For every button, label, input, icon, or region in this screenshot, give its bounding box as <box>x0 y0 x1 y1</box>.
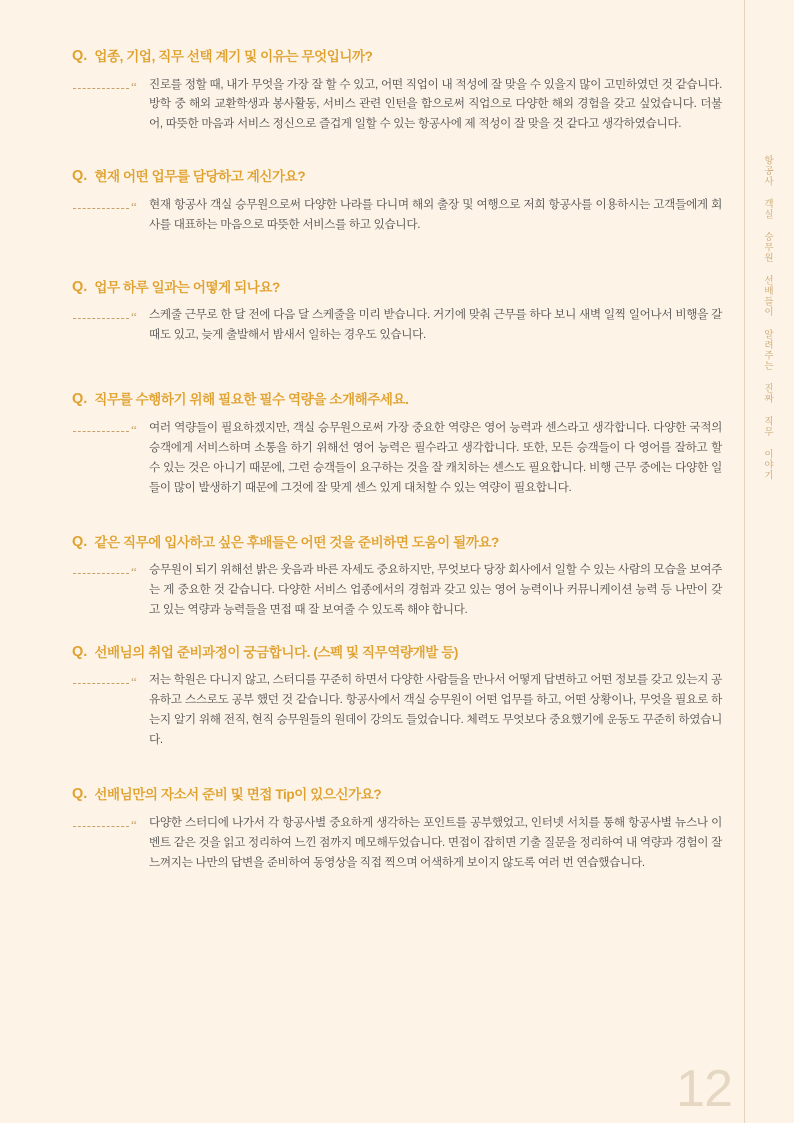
question-row <box>72 534 722 552</box>
right-divider-rule <box>744 0 745 1123</box>
question-row <box>72 391 722 409</box>
question-text: 직무를 수행하기 위해 필요한 필수 역량을 소개해주세요. <box>94 392 409 408</box>
quote-mark-icon: “ <box>131 421 137 437</box>
answer-text: 스케줄 근무로 한 달 전에 다음 달 스케줄을 미리 받습니다. 거기에 맞춰 근무를 하다 보니 새벽 일찍 일어나서 비행을 갈 때도 있고, 늦게 출발해서 밤새서 일하는 경우도 있습니다. <box>149 308 722 342</box>
qa-item <box>72 534 722 620</box>
answer-lead-ornament <box>73 816 149 834</box>
question-text: 같은 직무에 입사하고 싶은 후배들은 어떤 것을 준비하면 도움이 될까요? <box>94 534 499 550</box>
answer-lead-ornament <box>73 198 149 216</box>
answer-text: 진로를 정할 때, 내가 무엇을 가장 잘 할 수 있고, 어떤 직업이 내 적성에 잘 맞을 수 있을지 많이 고민하였던 것 같습니다. 방학 중 해외 교환학생과 봉사활동, 서비스 관련 인턴을 함으로써 직업으로 다양한 해외 경험을 갖고 싶었습니다. 더불어, 따뜻한 마음과 서비스 정신으로 즐겁게 일할 수 있는 항공사에 제 적성이 잘 맞을 것 같다고 생각하였습니다. <box>149 77 722 131</box>
answer-text: 현재 항공사 객실 승무원으로써 다양한 나라를 다니며 해외 출장 및 여행으로 저희 항공사를 이용하시는 고객들에게 회사를 대표하는 마음으로 따뜻한 서비스를 하고 있습니다. <box>149 197 722 231</box>
question-text: 업무 하루 일과는 어떻게 되나요? <box>94 279 280 295</box>
quote-mark-icon: “ <box>131 564 137 580</box>
answer-row <box>72 195 722 235</box>
qa-item <box>72 168 722 234</box>
dash-line-icon <box>73 431 129 432</box>
question-row <box>72 48 722 66</box>
quote-mark-icon: “ <box>131 309 137 325</box>
answer-row <box>72 305 722 345</box>
answer-row <box>72 560 722 620</box>
question-row <box>72 279 722 297</box>
question-text: 선배님만의 자소서 준비 및 면접 Tip이 있으신가요? <box>94 787 382 803</box>
answer-lead-ornament <box>73 78 149 96</box>
question-marker: Q. <box>72 168 88 185</box>
qa-list <box>72 48 722 899</box>
qa-item <box>72 644 722 750</box>
question-text: 선배님의 취업 준비과정이 궁금합니다. (스펙 및 직무역량개발 등) <box>94 644 458 660</box>
question-marker: Q. <box>72 643 88 660</box>
question-marker: Q. <box>72 786 88 803</box>
answer-text: 다양한 스터디에 나가서 각 항공사별 중요하게 생각하는 포인트를 공부했었고, 인터넷 서치를 통해 항공사별 뉴스나 이벤트 같은 것을 읽고 정리하여 느낀 점까지 메모해두었습니다. 면접이 잡히면 기출 질문을 정리하여 내 역량과 경험이 잘 느껴지는 나만의 답변을 준비하여 동영상을 직접 찍으며 어색하게 보이지 않도록 여러 번 연습했습니다. <box>149 815 722 869</box>
answer-lead-ornament <box>73 674 149 691</box>
question-row <box>72 786 722 804</box>
question-row <box>72 644 722 662</box>
question-text: 업종, 기업, 직무 선택 계기 및 이유는 무엇입니까? <box>94 49 373 64</box>
qa-item <box>72 48 722 134</box>
qa-item <box>72 786 722 872</box>
answer-text: 승무원이 되기 위해선 밝은 웃음과 바른 자세도 중요하지만, 무엇보다 당장 회사에서 일할 수 있는 사람의 모습을 보여주는 게 중요한 것 같습니다. 다양한 서비스 업종에서의 경험과 갖고 있는 영어 능력이나 커뮤니케이션 능력 등 나만이 갖고 있는 역량과 능력들을 면접 때 잘 보여줄 수 있도록 해야 합니다. <box>149 563 722 616</box>
page-number: 12 <box>676 1060 732 1118</box>
question-marker: Q. <box>72 533 88 550</box>
answer-row <box>72 75 722 135</box>
answer-text: 여러 역량들이 필요하겠지만, 객실 승무원으로써 가장 중요한 역량은 영어 능력과 센스라고 생각합니다. 다양한 국적의 승객에게 서비스하며 소통을 하기 위해선 영어 능력은 필수라고 생각합니다. 또한, 모든 승객들이 다 영어를 잘하고 할 수 있는 것은 아니기 때문에, 그런 승객들이 요구하는 것을 잘 캐치하는 센스도 필요합니다. 비행 근무 중에는 다양한 일들이 많이 발생하기 때문에 그것에 잘 맞게 센스 있게 대처할 수 있는 역량이 필요합니다. <box>149 420 722 494</box>
quote-mark-icon: “ <box>131 816 137 832</box>
answer-lead-ornament <box>73 421 149 439</box>
answer-row <box>72 670 722 750</box>
answer-lead-ornament <box>73 309 149 326</box>
question-text: 현재 어떤 업무를 담당하고 계신가요? <box>94 169 306 185</box>
qa-item <box>72 279 722 345</box>
dash-line-icon <box>73 826 129 827</box>
question-marker: Q. <box>72 278 88 295</box>
question-marker: Q. <box>72 391 88 408</box>
answer-lead-ornament <box>73 564 149 581</box>
answer-text: 저는 학원은 다니지 않고, 스터디를 꾸준히 하면서 다양한 사람들을 만나서 어떻게 답변하고 어떤 정보를 갖고 있는지 공유하고 스스로도 공부 했던 것 같습니다. 항공사에서 객실 승무원이 어떤 업무를 하고, 어떤 상황이나, 무엇을 필요로 하는지 알기 위해 전직, 현직 승무원들의 원데이 강의도 들었습니다. 체력도 무엇보다 중요했기에 운동도 꾸준히 하였습니다. <box>149 673 722 747</box>
quote-mark-icon: “ <box>131 674 137 690</box>
quote-mark-icon: “ <box>131 78 137 94</box>
answer-row <box>72 418 722 498</box>
quote-mark-icon: “ <box>131 198 137 214</box>
dash-line-icon <box>73 573 129 574</box>
dash-line-icon <box>73 683 129 684</box>
dash-line-icon <box>73 318 129 319</box>
dash-line-icon <box>73 88 129 89</box>
side-caption: 항공사 객실 승무원 선배들이 알려주는 진짜 직무 이야기 <box>762 155 773 481</box>
question-row <box>72 168 722 186</box>
answer-row <box>72 813 722 873</box>
qa-item <box>72 391 722 497</box>
question-marker: Q. <box>72 48 88 64</box>
dash-line-icon <box>73 208 129 209</box>
